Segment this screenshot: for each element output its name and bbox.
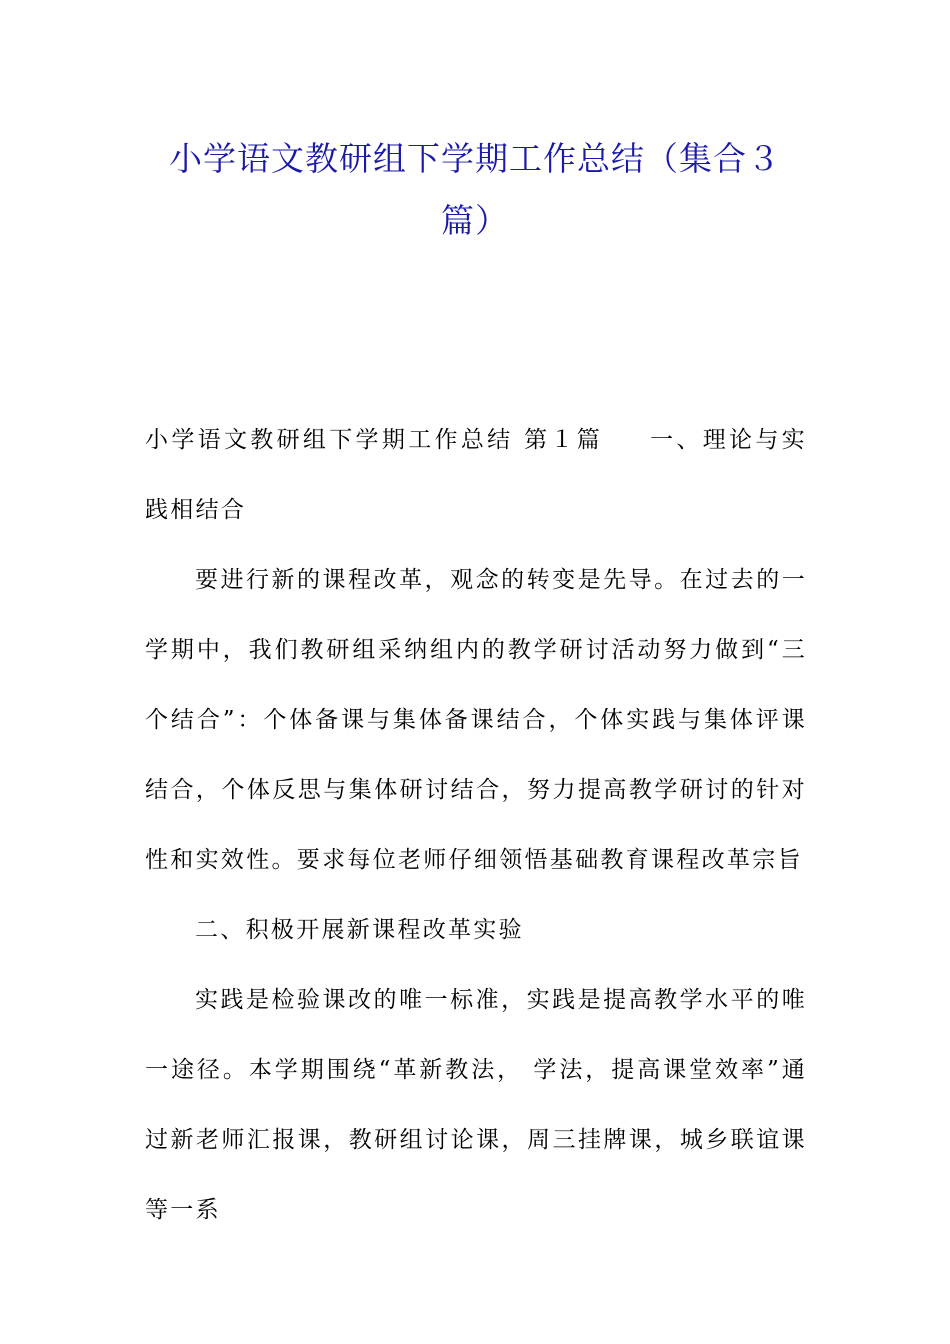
section-1-subheading: 一、理论与实践相结合 — [145, 427, 807, 523]
document-body — [145, 405, 807, 1245]
heading-2: 二、积极开展新课程改革实验 — [195, 917, 524, 943]
section-1-heading: 小学语文教研组下学期工作总结 第１篇 — [145, 427, 604, 453]
section-1-heading-line — [145, 405, 807, 545]
paragraph-1: 要进行新的课程改革，观念的转变是先导。在过去的一学期中，我们教研组采纳组内的教学研讨活动努力做到“三个结合”：个体备课与集体备课结合，个体实践与集体评课结合，个体反思与集体研讨结合，努力提高教学研讨的针对性和实效性。要求每位老师仔细领悟基础教育课程改革宗旨 — [145, 567, 807, 873]
paragraph-2: 实践是检验课改的唯一标准，实践是提高教学水平的唯一途径。本学期围绕“革新教法， 学法，提高课堂效率”通过新老师汇报课，教研组讨论课，周三挂牌课，城乡联谊课等一系 — [145, 987, 807, 1223]
document-title: 小学语文教研组下学期工作总结（集合３篇） — [169, 139, 781, 240]
